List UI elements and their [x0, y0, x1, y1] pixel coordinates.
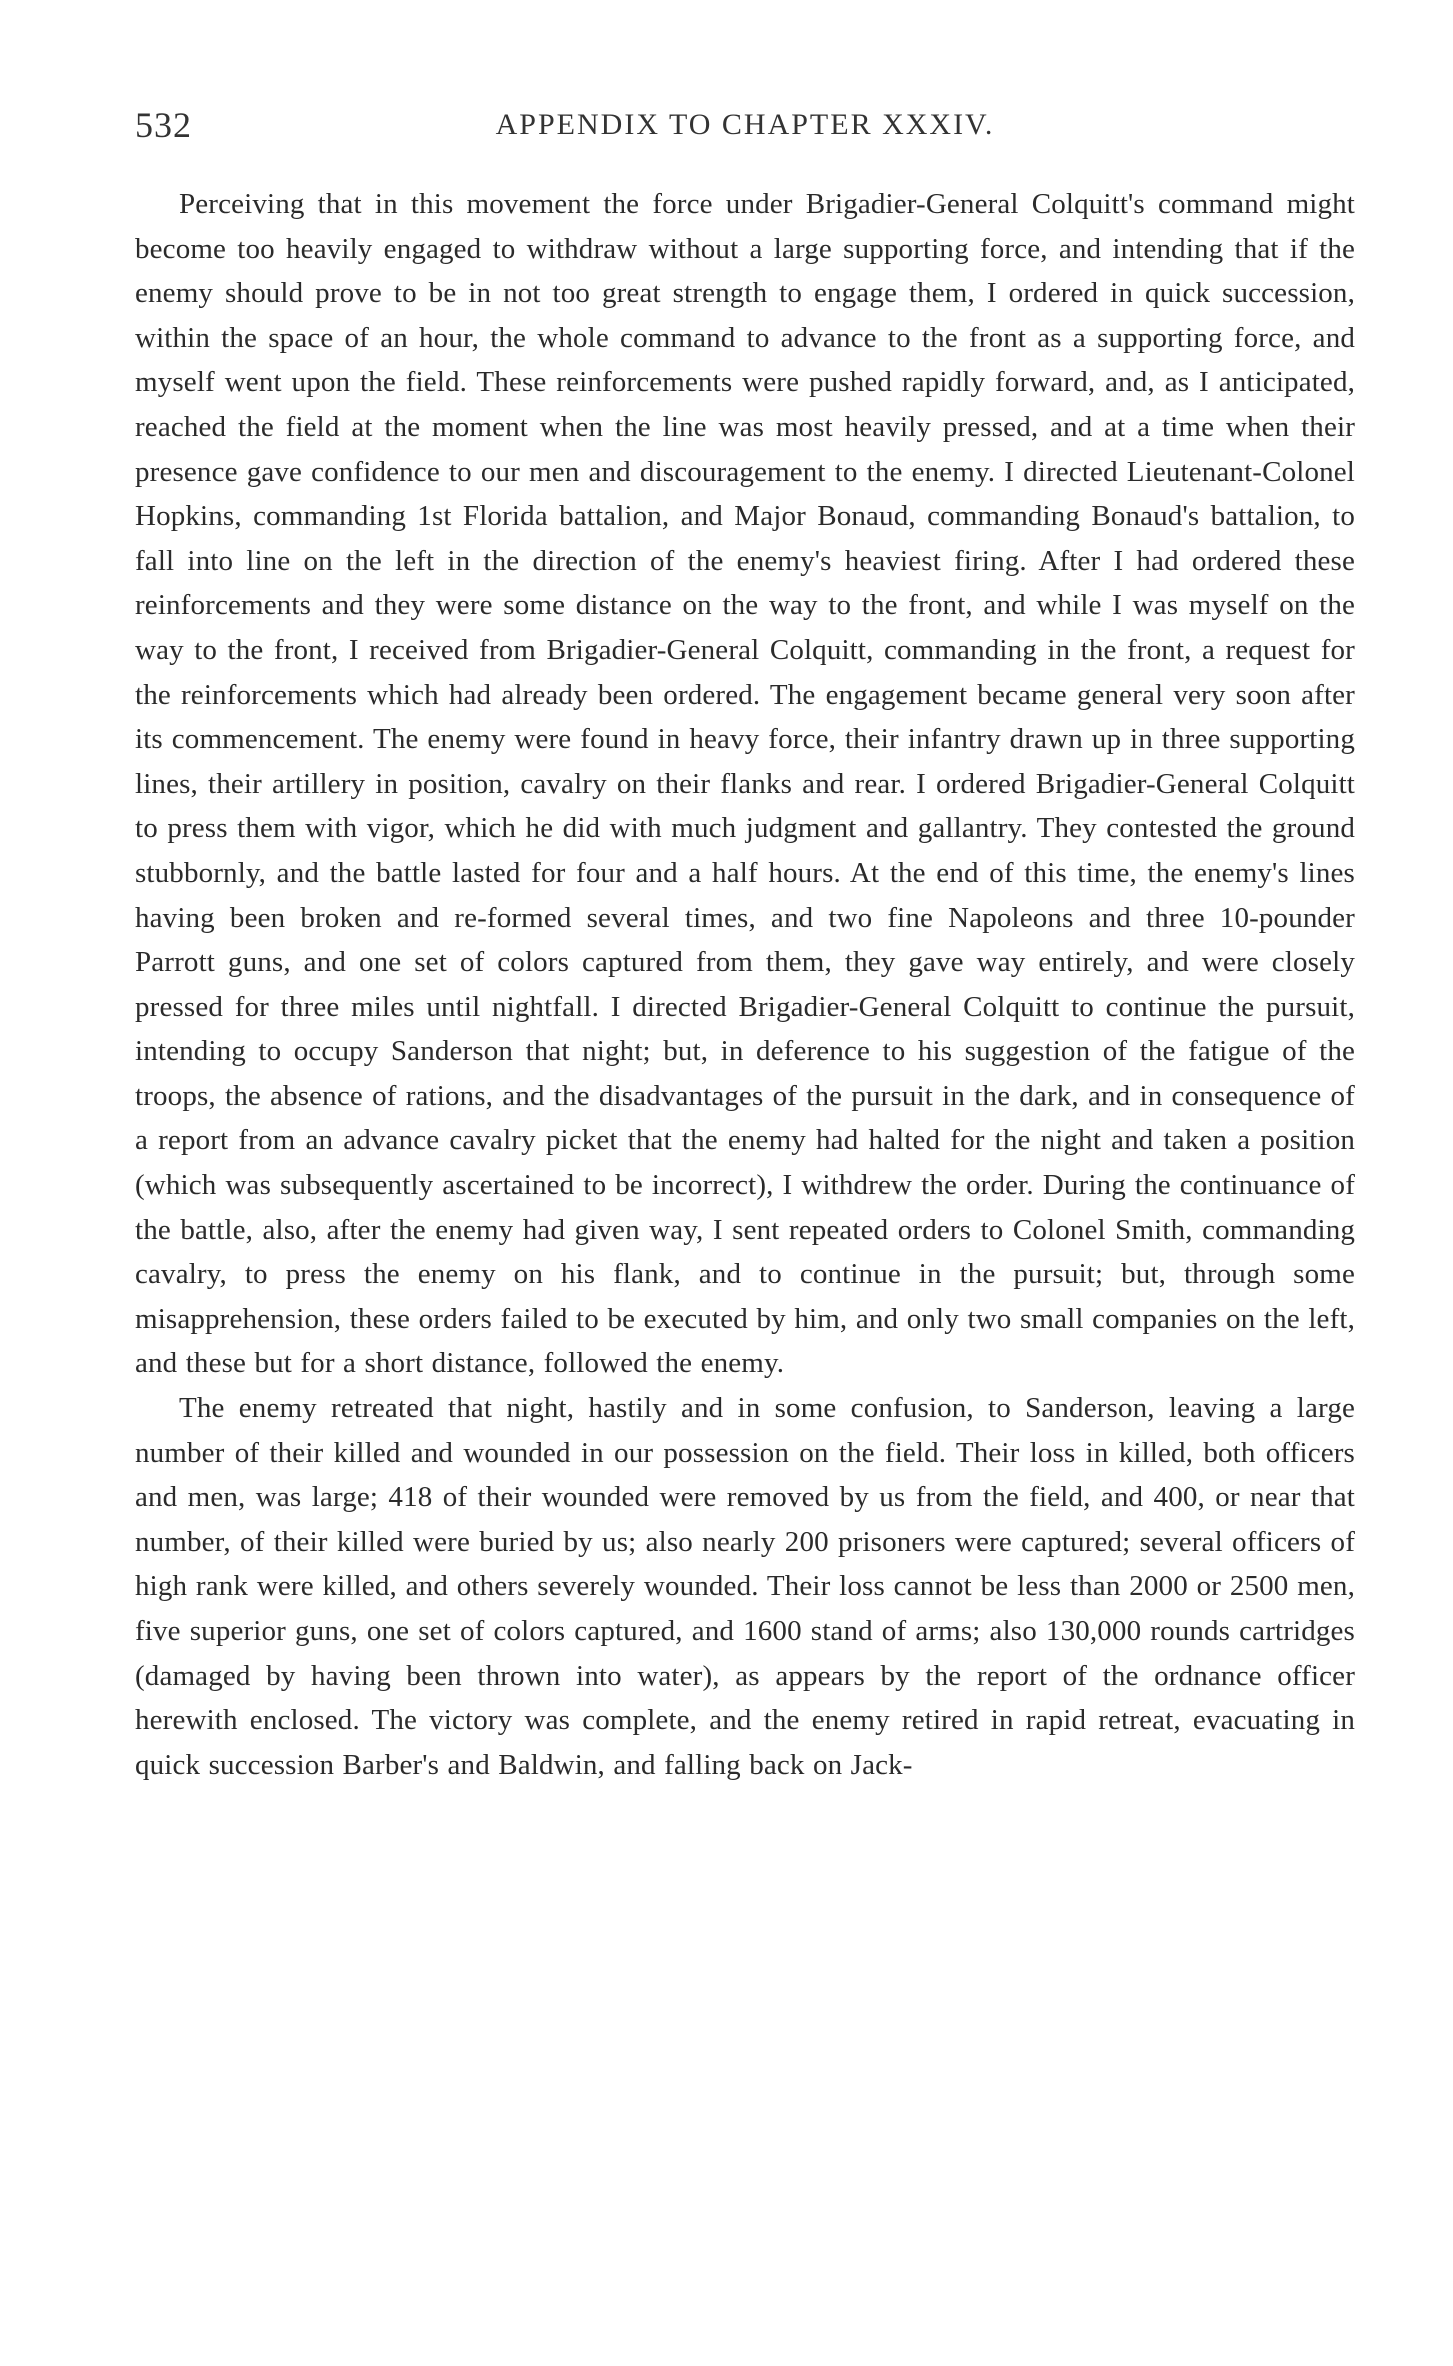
- paragraph-1: Perceiving that in this movement the force under Brigadier-General Colquitt's command might become too heavily engaged to withdraw without a large supporting force, and intending that if the enemy should prove to be in not too great strength to engage them, I ordered in quick succession, within the space of an hour, the whole command to advance to the front as a supporting force, and myself went upon the field. These reinforcements were pushed rapidly forward, and, as I anticipated, reached the field at the moment when the line was most heavily pressed, and at a time when their presence gave confidence to our men and discouragement to the enemy. I directed Lieutenant-Colonel Hopkins, commanding 1st Florida battalion, and Major Bonaud, commanding Bonaud's battalion, to fall into line on the left in the direction of the enemy's heaviest firing. After I had ordered these reinforcements and they were some distance on the way to the front, and while I was myself on the way to the front, I received from Brigadier-General Colquitt, commanding in the front, a request for the reinforcements which had already been ordered. The engagement became general very soon after its commencement. The enemy were found in heavy force, their infantry drawn up in three supporting lines, their artillery in position, cavalry on their flanks and rear. I ordered Brigadier-General Colquitt to press them with vigor, which he did with much judgment and gallantry. They contested the ground stubbornly, and the battle lasted for four and a half hours. At the end of this time, the enemy's lines having been broken and re-formed several times, and two fine Napoleons and three 10-pounder Parrott guns, and one set of colors captured from them, they gave way entirely, and were closely pressed for three miles until nightfall. I directed Brigadier-General Colquitt to continue the pursuit, intending to occupy Sanderson that night; but, in deference to his suggestion of the fatigue of the troops, the absence of rations, and the disadvantages of the pursuit in the dark, and in consequence of a report from an advance cavalry picket that the enemy had halted for the night and taken a position (which was subsequently ascertained to be incorrect), I withdrew the order. During the continuance of the battle, also, after the enemy had given way, I sent repeated orders to Colonel Smith, commanding cavalry, to press the enemy on his flank, and to continue in the pursuit; but, through some misapprehension, these orders failed to be executed by him, and only two small companies on the left, and these but for a short distance, followed the enemy.: [135, 188, 1355, 1380]
- paragraph-2: The enemy retreated that night, hastily and in some confusion, to Sanderson, leaving a large number of their killed and wounded in our possession on the field. Their loss in killed, both officers and men, was large; 418 of their wounded were removed by us from the field, and 400, or near that number, of their killed were buried by us; also nearly 200 prisoners were captured; several officers of high rank were killed, and others severely wounded. Their loss cannot be less than 2000 or 2500 men, five superior guns, one set of colors captured, and 1600 stand of arms; also 130,000 rounds cartridges (damaged by having been thrown into water), as appears by the report of the ordnance officer herewith enclosed. The victory was complete, and the enemy retired in rapid retreat, evacuating in quick succession Barber's and Baldwin, and falling back on Jack-: [135, 1392, 1355, 1781]
- chapter-header-title: APPENDIX TO CHAPTER XXXIV.: [495, 108, 995, 141]
- page-number: 532: [135, 105, 192, 145]
- body-text: [135, 182, 1355, 1787]
- running-head: [135, 104, 1355, 154]
